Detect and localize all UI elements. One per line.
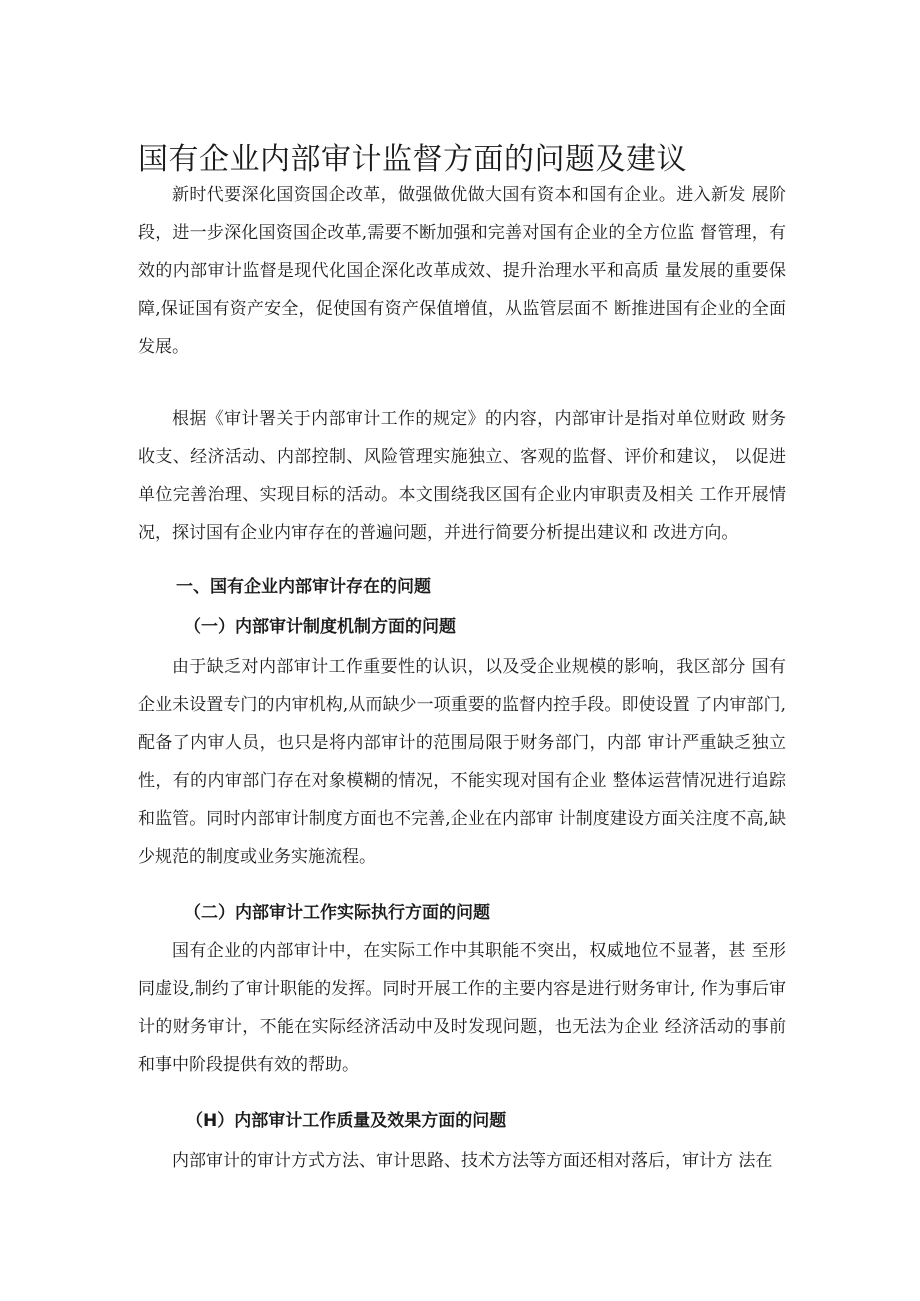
document-title: 国有企业内部审计监督方面的问题及建议	[138, 142, 687, 177]
paragraph-quality	[138, 1142, 786, 1180]
paragraph-intro	[138, 176, 786, 366]
paragraph-text: 根据《审计署关于内部审计工作的规定》的内容，内部审计是指对单位财政 财务收支、经济活动、内部控制、风险管理实施独立、客观的监督、评价和建议， 以促进单位完善治理、实现目标的活动。本文围绕我区国有企业内审职责及相关 工作开展情况，探讨国有企业内审存在的普遍问题，并进行简要分析提出建议和 改进方向。	[138, 409, 786, 543]
subsection-heading: （二）内部审计工作实际执行方面的问题	[184, 903, 490, 923]
paragraph-execution	[138, 932, 786, 1084]
paragraph-mechanism	[138, 648, 786, 876]
paragraph-definition	[138, 400, 786, 552]
paragraph-text: 新时代要深化国资国企改革，做强做优做大国有资本和国有企业。进入新发 展阶段，进一步深化国资国企改革,需要不断加强和完善对国有企业的全方位监 督管理，有效的内部审计监督是现代化国企深化改革成效、提升治理水平和高质 量发展的重要保障,保证国有资产安全，促使国有资产保值增值，从监管层面不 断推进国有企业的全面发展。	[138, 185, 786, 357]
section-heading: 一、国有企业内部审计存在的问题	[176, 577, 431, 597]
paragraph-text: 由于缺乏对内部审计工作重要性的认识，以及受企业规模的影响，我区部分 国有企业未设置专门的内审机构,从而缺少一项重要的监督内控手段。即使设置 了内审部门,配备了内审人员，也只是将内部审计的范围局限于财务部门，内部 审计严重缺乏独立性，有的内审部门存在对象模糊的情况，不能实现对国有企业 整体运营情况进行追踪和监管。同时内部审计制度方面也不完善,企业在内部审 计制度建设方面关注度不高,缺少规范的制度或业务实施流程。	[138, 657, 786, 867]
subsection-heading: （H）内部审计工作质量及效果方面的问题	[186, 1111, 507, 1131]
paragraph-text: 国有企业的内部审计中，在实际工作中其职能不突出，权威地位不显著，甚 至形同虚设,制约了审计职能的发挥。同时开展工作的主要内容是进行财务审计, 作为事后审计的财务审计，不能在实际经济活动中及时发现问题，也无法为企业 经济活动的事前和事中阶段提供有效的帮助。	[138, 941, 786, 1075]
paragraph-text: 内部审计的审计方式方法、审计思路、技术方法等方面还相对落后，审计方 法在	[172, 1151, 773, 1171]
subsection-heading: （一）内部审计制度机制方面的问题	[184, 617, 456, 637]
